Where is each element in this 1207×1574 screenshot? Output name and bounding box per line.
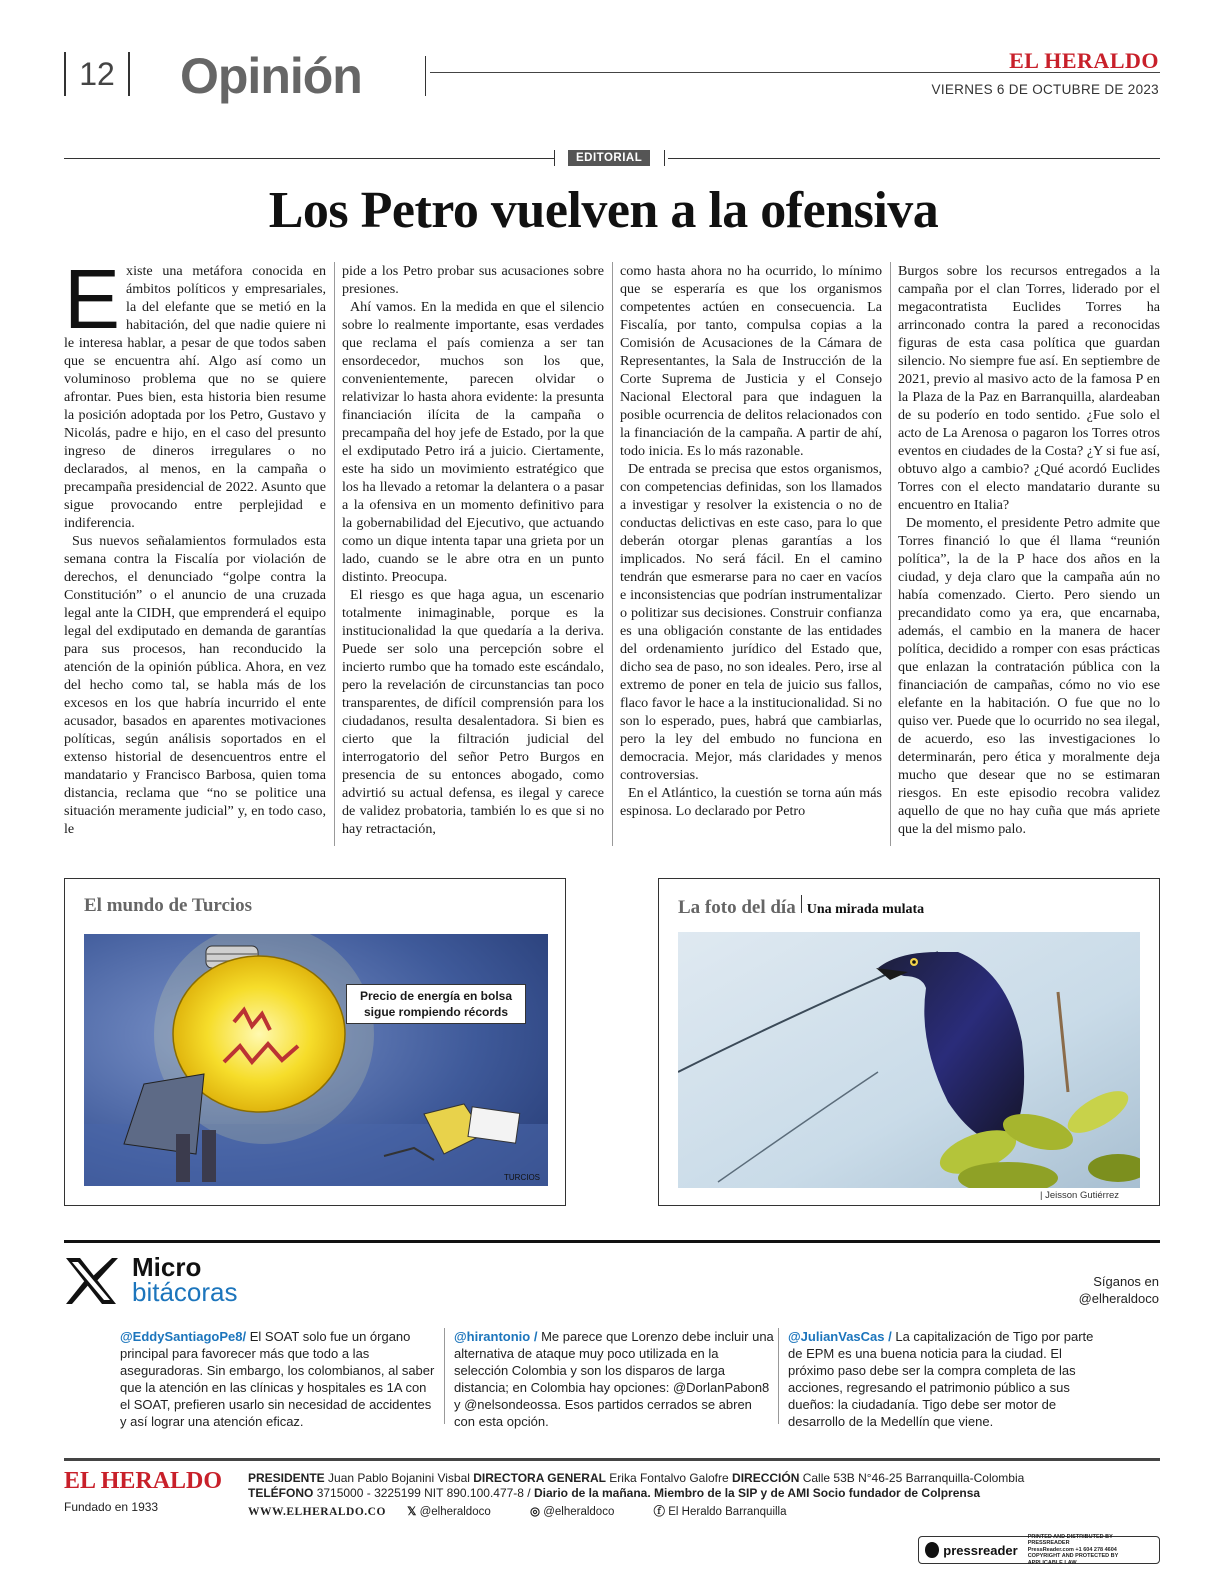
article-column-1 — [64, 262, 326, 846]
section-title: Opinión — [180, 48, 362, 104]
follow-us — [1079, 1273, 1159, 1307]
footer-brand: EL HERALDO — [64, 1468, 223, 1494]
telefono-label: TELÉFONO — [248, 1486, 314, 1500]
editorial-label: EDITORIAL — [568, 150, 650, 166]
brand-logo: EL HERALDO — [1009, 48, 1159, 73]
post-divider — [444, 1328, 445, 1424]
micro-top-rule — [64, 1240, 1160, 1243]
photo-image — [678, 932, 1140, 1188]
presidente-label: PRESIDENTE — [248, 1471, 325, 1485]
cartoon-title: El mundo de Turcios — [84, 895, 253, 916]
editorial-tick-right — [664, 150, 665, 166]
micro-post-3 — [788, 1328, 1100, 1430]
directora-label: DIRECTORA GENERAL — [473, 1471, 606, 1485]
paragraph: De entrada se precisa que estos organismos, con competencias definidas, son los llamados a investigar y resolver la existencia o no de conductas delictivas en este caso, para lo que deberán otorgar plenas garantías a los implicados. No será fácil. En el camino tendrán que esmerarse para no caer en vacíos e inconsistencias que podrían instrumentalizar o politizar sus decisiones. Construir confianza es una obligación constante de las entidades del ordenamiento jurídico del Estado que, dicho sea de paso, no son ideales. Pero, irse al extremo de poner en tela de juicio sus fallos, flaco favor le hace a la institucionalidad. Si no son lo esperado, pues, habrá que cambiarlas, pero la ley del embudo no funciona en democracia. Mejor, más claridades y menos controversias. — [620, 461, 882, 783]
paragraph: De momento, el presidente Petro admite que Torres financió lo que él llama “reunión política”, la de la P hace dos años en la ciudad, y deja claro que la campaña aún no había comenzado. Cierto. Pero siendo un precandidato como ya era, que encarnaba, además, el cambio en la manera de hacer política, decidido a romper con esas prácticas que enlazan la contratación pública con la financiación de campañas, cómo no vio ese elefante en la habitación. O fue que no lo quiso ver. Puede que lo ocurrido no sea ilegal, de acuerdo, eso las investigaciones lo determinarán, pero ética y moralmente deja mucho que desear que no se estimaran riesgos. En este episodio recobra validez aquello de que no hay cuña que más apriete que la del mismo palo. — [898, 515, 1160, 837]
bird-photo — [678, 932, 1140, 1188]
micro-title: Micro — [132, 1252, 202, 1282]
footer-social — [248, 1503, 823, 1519]
article-column-4 — [898, 262, 1160, 846]
header-divider — [425, 56, 426, 96]
footer-credits — [248, 1471, 1148, 1501]
paragraph: pide a los Petro probar sus acusaciones sobre presiones. — [342, 263, 604, 297]
post-divider — [778, 1328, 779, 1424]
pressreader-text: PRINTED AND DISTRIBUTED BY PRESSREADER PressReader.com +1 604 278 4604 COPYRIGHT AND PROTECTED BY APPLICABLE LAW — [1027, 1533, 1119, 1566]
paragraph: Ahí vamos. En la medida en que el silencio sobre lo realmente importante, esas verdades que reclama el país comienza a ser tan ensordecedor, muchos son los que, convenientemente, parecen olvidar o relativizar lo hasta ahora evidente: la presunta financiación ilícita de la campaña o precampaña del hoy jefe de Estado, por la que el exdiputado Petro irá a juicio. Ciertamente, este ha sido un movimiento estratégico que los ha llevado a retomar la delantera o a pasar a la ofensiva en un momento definitivo para la gobernabilidad del Ejecutivo, que actuando como un dique intenta tapar una grieta por un lado, cuando se le abre otra en un punto distinto. Preocupa. — [342, 299, 604, 585]
direccion-value: Calle 53B N°46-25 Barranquilla-Colombia — [802, 1471, 1025, 1485]
diario-text: Diario de la mañana. Miembro de la SIP y de AMI Socio fundador de Colprensa — [533, 1486, 981, 1500]
paragraph: xiste una metáfora conocida en ámbitos políticos y empresariales, la del elefante que se metió en la habitación, del que nadie quiere ni le interesa hablar, a pesar de que todos saben que se encuentra ahí. Algo así como un voluminoso problema que no se quiere afrontar. Pues bien, esta historia bien resume la posición adoptada por los Petro, Gustavo y Nicolás, padre e hijo, en el caso del presunto ingreso de dineros irregulares o no declarados, al menos, en la campaña o precampaña presidencial de 2022. Asunto que sigue provocando entre perplejidad e indiferencia. — [64, 263, 326, 531]
photo-title: La foto del día — [678, 897, 796, 918]
direccion-label: DIRECCIÓN — [732, 1471, 800, 1485]
photo-subtitle: Una mirada mulata — [806, 902, 925, 917]
post-text: La capitalización de Tigo por parte de EPM es una buena noticia para la ciudad. El próximo paso debe ser la compra completa de las acciones, regresando el patrimonio público a sus dueños: la ciudadanía. Tigo debe ser motor de desarrollo de la Medellín que viene. — [788, 1329, 1094, 1429]
drop-cap: E — [64, 262, 121, 346]
editorial-rule-left — [64, 158, 554, 159]
micro-post-2 — [454, 1328, 774, 1430]
page-number: 12 — [64, 52, 130, 96]
directora-name: Erika Fontalvo Galofre — [609, 1471, 729, 1485]
post-handle[interactable]: @JulianVasCas / — [788, 1329, 892, 1344]
paragraph: Burgos sobre los recursos entregados a la campaña por el clan Torres, liderado por el megacontratista Euclides Torres ha arrinconado contra la pared a reconocidas figuras de esta casa política que guardan silencio. No siempre fue así. En septiembre de 2021, previo al masivo acto de la famosa P en la Plaza de la Paz en Barranquilla, alardeaban de su poderío en todo sentido. ¿Fue solo el acto de La Arenosa o pagaron los Torres otros eventos en ciudades de la Costa? ¿Y si fue así, obtuvo algo a cambio? ¿Qué acordó Euclides Torres con el electo mandatario durante su encuentro en Italia? — [898, 263, 1160, 513]
issue-date: VIERNES 6 DE OCTUBRE DE 2023 — [931, 82, 1159, 97]
post-handle[interactable]: @hirantonio / — [454, 1329, 538, 1344]
article-column-2 — [342, 262, 604, 846]
cartoon-signature: TURCIOS — [504, 1173, 540, 1182]
photo-header — [678, 895, 924, 919]
post-handle[interactable]: @EddySantiagoPe8/ — [120, 1329, 247, 1344]
pressreader-icon — [925, 1542, 939, 1558]
micro-post-1 — [120, 1328, 440, 1430]
facebook-handle[interactable]: ⓕ El Heraldo Barranquilla — [653, 1506, 787, 1518]
cartoon-illustration — [84, 934, 548, 1186]
article-column-3 — [620, 262, 882, 846]
x-logo-icon — [64, 1256, 118, 1310]
paragraph: Sus nuevos señalamientos formulados esta semana contra la Fiscalía por violación de derechos, el denunciado “golpe contra la Constitución” o el anuncio de una cruzada legal ante la CIDH, que emprenderá el equipo legal del exdiputado en demanda de garantías para sus procesos, han reconducido la atención de la opinión pública. Ahora, en vez del hecho como tal, se habla más de los excesos en los que habría incurrido el ente acusador, basados en aparentes motivaciones políticas, según análisis soportados en el extenso historial de desencuentros entre el mandatario y Francisco Barbosa, quien toma distancia, reclama que “no se politice una situación meramente judicial” y, en todo caso, le — [64, 533, 326, 837]
paragraph: El riesgo es que haga agua, un escenario totalmente inimaginable, porque es la institucionalidad la que quedaría a la deriva. Puede ser solo una percepción sobre el incierto rumbo que ha tomado este escándalo, pero la revelación de circunstancias tan poco transparentes, de difícil comprensión para los ciudadanos, resulta desalentadora. Si bien es cierto que la filtración judicial del interrogatorio del señor Petro Burgos en presencia de su entonces abogado, como advirtió su actual defensa, es ilegal y carece de validez probatoria, también lo es que si no hay retractación, — [342, 587, 604, 837]
editorial-tick-left — [554, 150, 555, 166]
photo-credit: | Jeisson Gutiérrez — [1040, 1190, 1120, 1201]
footer-rule — [64, 1458, 1160, 1461]
post-text: Me parece que Lorenzo debe incluir una alternativa de ataque muy poco utilizada en la selección Colombia y son los disparos de larga distancia; en Colombia hay opciones: @DorlanPabon8 y @nelsondeossa. Esos partidos cerrados se abren con esta opción. — [454, 1329, 774, 1429]
facebook-icon: ⓕ — [653, 1506, 666, 1518]
column-divider — [612, 262, 613, 846]
headline: Los Petro vuelven a la ofensiva — [268, 182, 939, 239]
column-divider — [890, 262, 891, 846]
photo-title-divider — [801, 895, 802, 913]
paragraph: En el Atlántico, la cuestión se torna aún más espinosa. Lo declarado por Petro — [620, 785, 882, 819]
follow-handle[interactable]: @elheraldoco — [1078, 1291, 1159, 1306]
founded-text: Fundado en 1933 — [64, 1500, 159, 1514]
pressreader-logo: pressreader — [943, 1542, 1018, 1558]
column-divider — [334, 262, 335, 846]
presidente-name: Juan Pablo Bojanini Visbal — [328, 1471, 470, 1485]
post-text: El SOAT solo fue un órgano principal para favorecer más que todo a las aseguradoras. Sin embargo, los colombianos, al saber que la atención en las clínicas y hospitales es 1A con el SOAT, prefieren usarlo sin necesidad de accidentes y así lograr una atención eficaz. — [120, 1329, 435, 1429]
lightbulb-cartoon-image — [84, 934, 548, 1186]
x-handle[interactable]: 𝕏 @elheraldoco — [407, 1506, 491, 1518]
instagram-handle[interactable]: ◎ @elheraldoco — [529, 1506, 615, 1518]
paragraph: como hasta ahora no ha ocurrido, lo mínimo que se esperaría es que los organismos competentes actúen en consecuencia. La Fiscalía, por tanto, compulsa copias a la Comisión de Acusaciones de la Cámara de Representantes, la Sala de Instrucción de la Corte Suprema de Justicia y el Consejo Nacional Electoral para que indaguen la posible ocurrencia de delitos relacionados con la financiación de la campaña. A partir de ahí, todo inicia. Es lo más razonable. — [620, 263, 882, 459]
follow-line-1: Síganos en — [1093, 1274, 1159, 1289]
telefono-value: 3715000 - 3225199 NIT 890.100.477-8 / — [316, 1486, 531, 1500]
cartoon-caption: Precio de energía en bolsa sigue rompiendo récords — [346, 984, 526, 1024]
website-link[interactable]: WWW.ELHERALDO.CO — [248, 1506, 386, 1518]
x-small-icon: 𝕏 — [407, 1506, 417, 1518]
bitacoras-title: bitácoras — [132, 1277, 238, 1307]
instagram-icon: ◎ — [529, 1506, 540, 1518]
pressreader-badge — [918, 1533, 1160, 1566]
editorial-rule-right — [668, 158, 1160, 159]
